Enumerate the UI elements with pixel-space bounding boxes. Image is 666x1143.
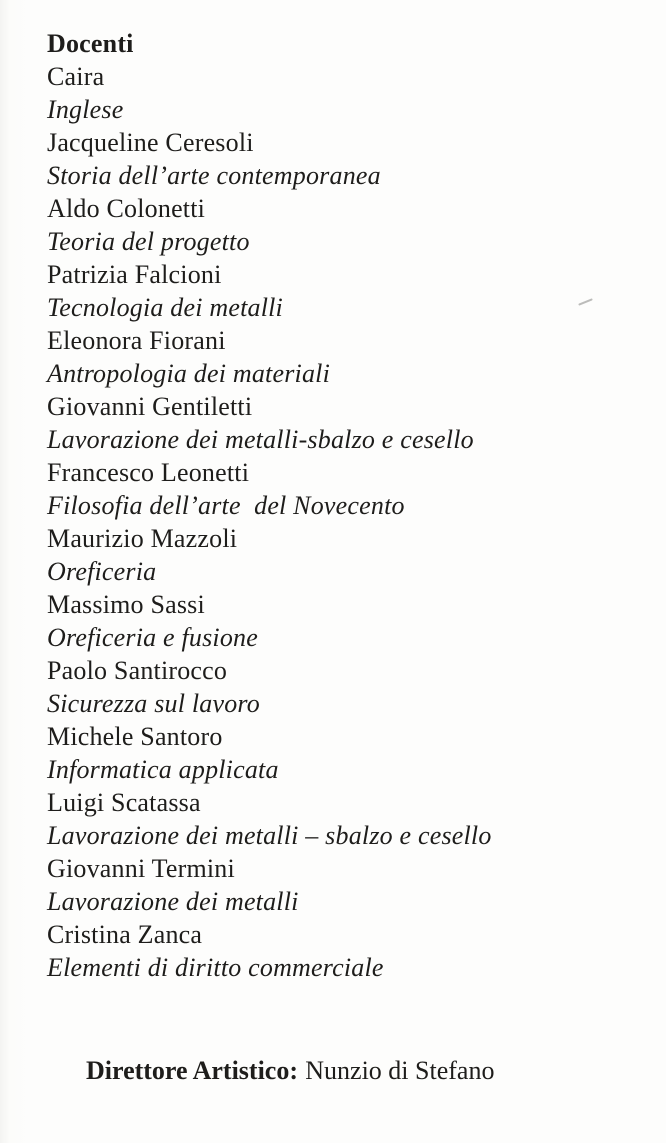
faculty-entry	[47, 390, 646, 456]
faculty-entry	[47, 324, 646, 390]
faculty-name: Paolo Santirocco	[47, 656, 228, 685]
faculty-name: Caira	[47, 62, 105, 91]
faculty-name: Cristina Zanca	[47, 920, 203, 949]
faculty-entries	[47, 60, 646, 984]
faculty-entry	[47, 720, 646, 786]
director-name: Nunzio di Stefano	[305, 1056, 495, 1085]
faculty-name: Eleonora Fiorani	[47, 326, 226, 355]
faculty-name: Aldo Colonetti	[47, 194, 206, 223]
page-title: Docenti	[47, 29, 134, 58]
faculty-list	[47, 27, 646, 1120]
faculty-subject: Informatica applicata	[47, 755, 279, 784]
faculty-subject: Sicurezza sul lavoro	[47, 689, 260, 718]
faculty-entry	[47, 918, 646, 984]
faculty-entry	[47, 654, 646, 720]
faculty-entry	[47, 258, 646, 324]
faculty-entry	[47, 456, 646, 522]
faculty-entry	[47, 60, 646, 126]
faculty-subject: Lavorazione dei metalli	[47, 887, 299, 916]
faculty-name: Giovanni Gentiletti	[47, 392, 253, 421]
faculty-name: Francesco Leonetti	[47, 458, 250, 487]
faculty-name: Patrizia Falcioni	[47, 260, 222, 289]
faculty-name: Massimo Sassi	[47, 590, 205, 619]
director-label: Direttore Artistico:	[86, 1056, 298, 1085]
faculty-subject: Tecnologia dei metalli	[47, 293, 283, 322]
faculty-subject: Filosofia dell’arte del Novecento	[47, 491, 405, 520]
faculty-subject: Lavorazione dei metalli-sbalzo e cesello	[47, 425, 474, 454]
faculty-entry	[47, 786, 646, 852]
faculty-subject: Oreficeria e fusione	[47, 623, 258, 652]
faculty-subject: Teoria del progetto	[47, 227, 250, 256]
faculty-subject: Elementi di diritto commerciale	[47, 953, 384, 982]
faculty-subject: Inglese	[47, 95, 124, 124]
faculty-entry	[47, 588, 646, 654]
faculty-subject: Oreficeria	[47, 557, 157, 586]
faculty-subject: Storia dell’arte contemporanea	[47, 161, 381, 190]
director-line	[47, 1021, 646, 1120]
faculty-name: Giovanni Termini	[47, 854, 235, 883]
faculty-subject: Antropologia dei materiali	[47, 359, 330, 388]
faculty-entry	[47, 522, 646, 588]
faculty-entry	[47, 852, 646, 918]
faculty-name: Michele Santoro	[47, 722, 223, 751]
faculty-name: Luigi Scatassa	[47, 788, 201, 817]
faculty-entry	[47, 126, 646, 192]
faculty-entry	[47, 192, 646, 258]
faculty-name: Maurizio Mazzoli	[47, 524, 238, 553]
faculty-name: Jacqueline Ceresoli	[47, 128, 254, 157]
faculty-subject: Lavorazione dei metalli – sbalzo e cesello	[47, 821, 492, 850]
